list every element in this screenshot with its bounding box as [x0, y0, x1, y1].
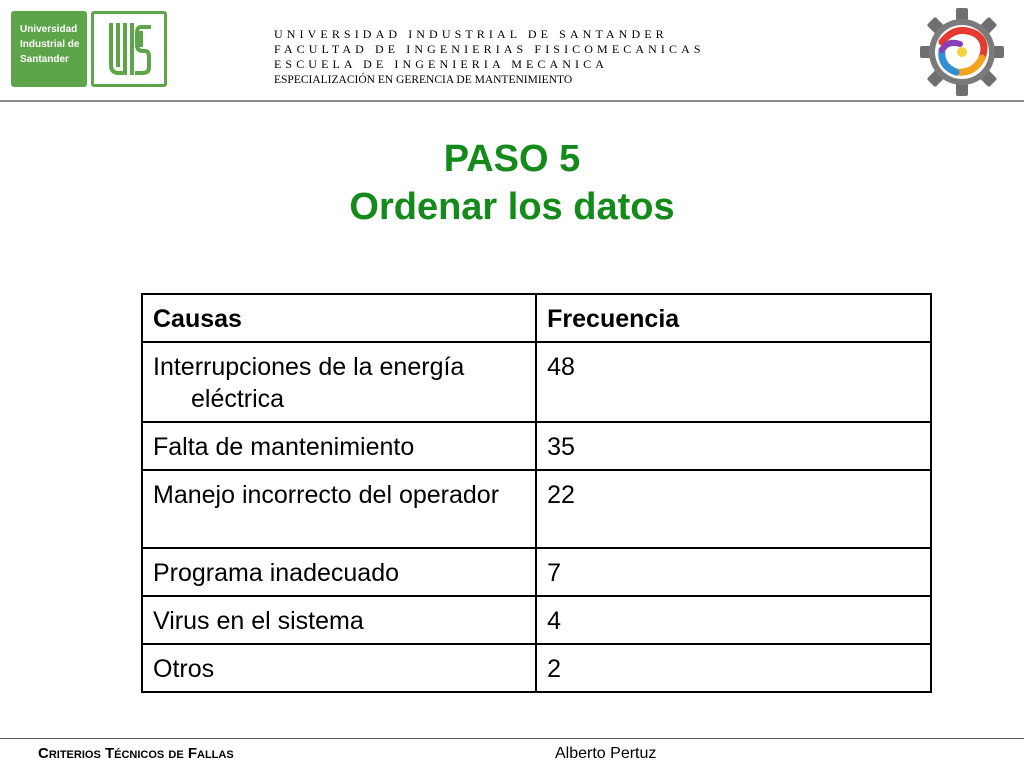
frequency-cell: 22	[536, 470, 931, 548]
cause-cell	[142, 548, 536, 596]
title-subtitle: Ordenar los datos	[349, 186, 675, 228]
cause-cell	[142, 596, 536, 644]
cause-text: Programa inadecuado	[153, 559, 399, 587]
table-row	[142, 422, 931, 470]
uis-mark-logo	[91, 11, 167, 87]
cause-text: Otros	[153, 655, 215, 683]
header-faculty: FACULTAD DE INGENIERIAS FISICOMECANICAS	[274, 42, 705, 56]
cause-cell	[142, 422, 536, 470]
cause-text: Virus en el sistema	[153, 607, 364, 635]
footer-author: Alberto Pertuz	[555, 745, 657, 762]
frequency-cell: 2	[536, 644, 931, 692]
gear-swirl-icon	[919, 5, 1005, 99]
table-row	[142, 596, 931, 644]
frequency-cell: 35	[536, 422, 931, 470]
uis-logo-text	[11, 11, 87, 87]
uis-logo-text-line-1: Universidad	[20, 24, 78, 35]
header-school: ESCUELA DE INGENIERIA MECANICA	[274, 57, 608, 71]
cause-text: Falta de mantenimiento	[153, 433, 415, 461]
cause-cell	[142, 644, 536, 692]
cause-cell	[142, 342, 536, 422]
header-divider	[0, 100, 1024, 102]
frequency-cell: 4	[536, 596, 931, 644]
gear-logo	[919, 5, 1005, 99]
uis-logo-text-line-3: Santander	[20, 54, 69, 65]
header-university: UNIVERSIDAD INDUSTRIAL DE SANTANDER	[274, 27, 668, 41]
title-step: PASO 5	[443, 138, 581, 180]
cause-text: Interrupciones de la energía eléctrica	[153, 353, 465, 413]
frequency-cell: 7	[536, 548, 931, 596]
cause-cell	[142, 470, 536, 548]
table-row	[142, 644, 931, 692]
table-row	[142, 548, 931, 596]
table-row	[142, 470, 931, 548]
uis-logo-text-line-2: Industrial de	[20, 39, 80, 50]
footer-divider	[0, 738, 1024, 739]
column-header-frequency: Frecuencia	[536, 294, 931, 342]
header-specialization: ESPECIALIZACIÓN EN GERENCIA DE MANTENIMIENTO	[274, 74, 573, 86]
causes-frequency-table	[141, 293, 932, 693]
frequency-cell: 48	[536, 342, 931, 422]
cause-text: Manejo incorrecto del operador	[153, 481, 500, 509]
footer-course-title: Criterios Técnicos de Fallas	[38, 745, 234, 762]
slide-title	[0, 135, 1024, 231]
uis-mark-icon	[91, 11, 167, 87]
institution-header	[274, 27, 705, 88]
column-header-causes: Causas	[142, 294, 536, 342]
table-row	[142, 342, 931, 422]
table-header-row	[142, 294, 931, 342]
